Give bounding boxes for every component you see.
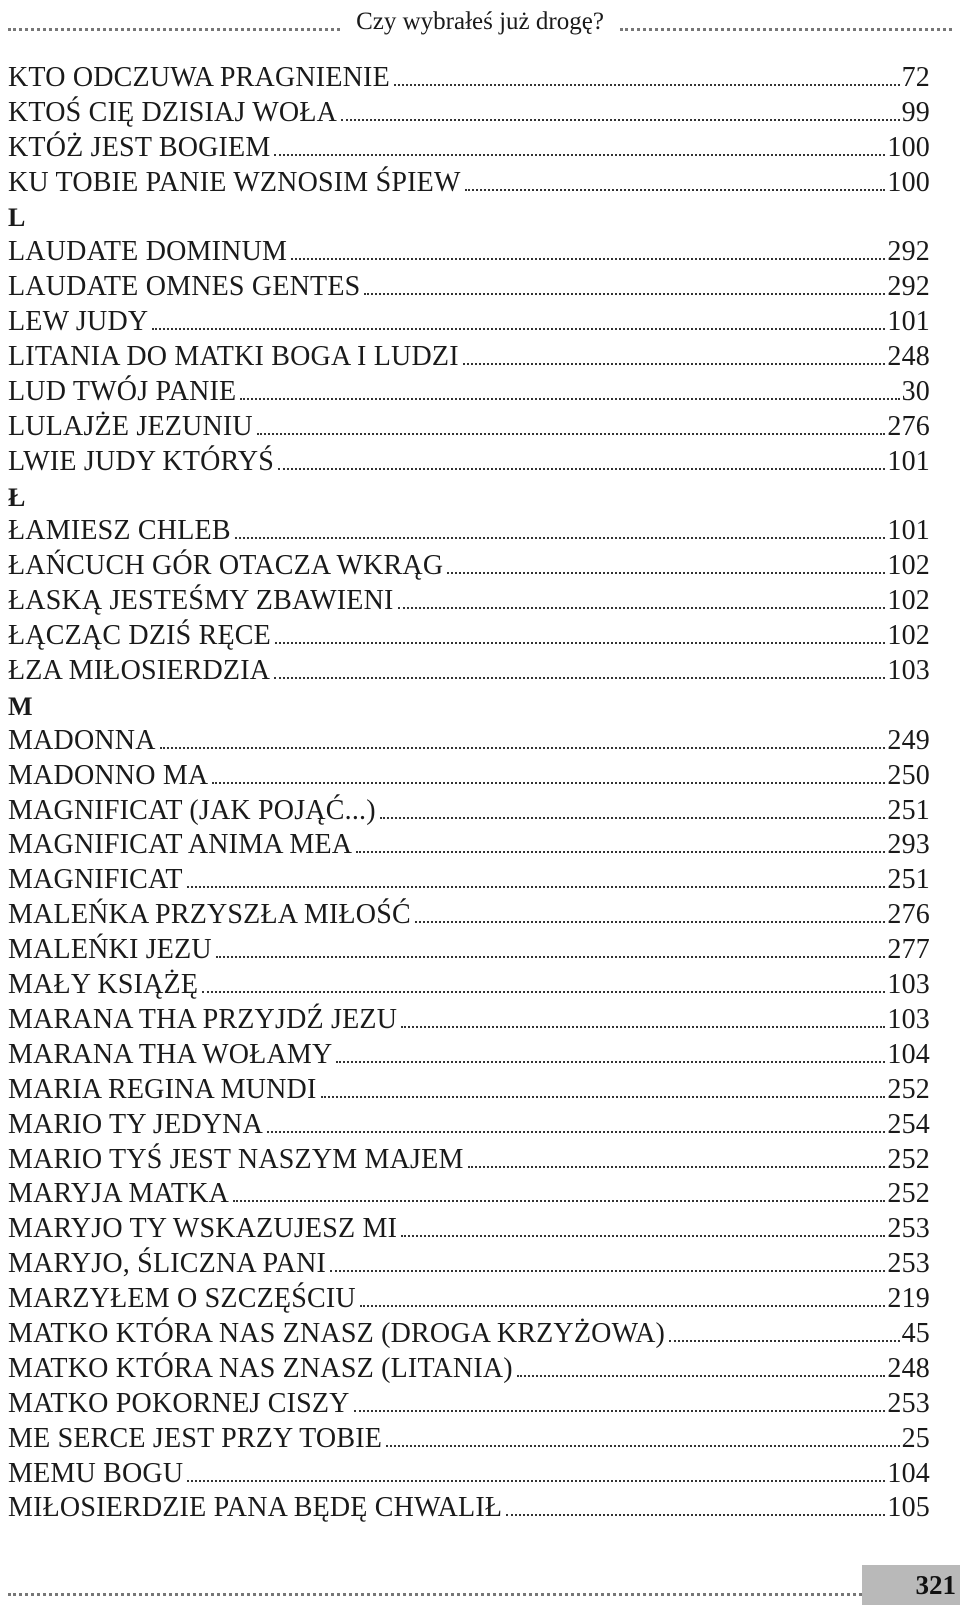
toc-entry — [8, 929, 930, 964]
section-letter-row — [8, 476, 930, 511]
table-of-contents — [8, 57, 930, 1522]
dot-leader — [235, 537, 886, 539]
dot-leader — [669, 1340, 900, 1342]
toc-entry-title: MARYJA MATKA — [8, 1178, 229, 1210]
section-letter-row — [8, 685, 930, 720]
dot-leader — [354, 1410, 886, 1412]
dot-leader — [202, 991, 885, 993]
toc-entry — [8, 1208, 930, 1243]
toc-entry-page: 277 — [887, 934, 930, 966]
toc-entry-title: MARANA THA WOŁAMY — [8, 1038, 333, 1070]
toc-entry-page: 219 — [887, 1283, 930, 1315]
toc-entry — [8, 1104, 930, 1139]
toc-entry — [8, 1034, 930, 1069]
toc-entry-title: MATKO POKORNEJ CISZY — [8, 1387, 350, 1419]
dot-leader — [356, 851, 885, 853]
dot-leader — [401, 1235, 885, 1237]
toc-entry — [8, 1139, 930, 1174]
toc-entry-page: 100 — [887, 131, 930, 163]
toc-entry-page: 101 — [887, 306, 930, 338]
section-letter: M — [8, 691, 33, 721]
toc-entry — [8, 1383, 930, 1418]
toc-entry-title: ME SERCE JEST PRZY TOBIE — [8, 1422, 383, 1454]
running-header — [8, 0, 952, 44]
toc-entry-page: 25 — [901, 1422, 930, 1454]
toc-entry — [8, 650, 930, 685]
toc-entry — [8, 371, 930, 406]
toc-entry-page: 99 — [901, 96, 930, 128]
toc-entry-page: 252 — [887, 1178, 930, 1210]
toc-entry-title: LWIE JUDY KTÓRYŚ — [8, 445, 275, 477]
toc-entry-page: 276 — [887, 410, 930, 442]
toc-entry — [8, 755, 930, 790]
toc-entry-title: MEMU BOGU — [8, 1457, 184, 1489]
toc-entry — [8, 162, 930, 197]
toc-entry-title: MARZYŁEM O SZCZĘŚCIU — [8, 1283, 356, 1315]
toc-entry-title: LITANIA DO MATKI BOGA I LUDZI — [8, 341, 459, 373]
toc-entry — [8, 790, 930, 825]
dot-leader — [360, 1305, 886, 1307]
toc-entry-title: ŁZA MIŁOSIERDZIA — [8, 655, 271, 687]
page-number: 321 — [862, 1565, 960, 1605]
toc-entry-page: 102 — [887, 585, 930, 617]
toc-entry — [8, 859, 930, 894]
toc-entry — [8, 441, 930, 476]
dot-leader — [468, 1166, 886, 1168]
toc-entry-title: LAUDATE DOMINUM — [8, 236, 288, 268]
dot-leader — [330, 1270, 885, 1272]
toc-entry — [8, 1348, 930, 1383]
toc-entry-title: MATKO KTÓRA NAS ZNASZ (LITANIA) — [8, 1352, 513, 1384]
toc-entry-page: 248 — [887, 341, 930, 373]
toc-entry — [8, 999, 930, 1034]
dot-leader — [465, 189, 886, 191]
dot-leader — [274, 154, 885, 156]
toc-entry-page: 103 — [887, 1003, 930, 1035]
section-letter-row — [8, 197, 930, 232]
toc-entry-page: 101 — [887, 515, 930, 547]
dot-leader — [257, 433, 886, 435]
toc-entry-title: MALEŃKI JEZU — [8, 934, 212, 966]
toc-entry-page: 250 — [887, 759, 930, 791]
toc-entry-page: 105 — [887, 1492, 930, 1524]
dot-leader — [394, 84, 900, 86]
toc-entry-page: 101 — [887, 445, 930, 477]
header-dot-leader-left — [8, 28, 340, 31]
toc-entry-page: 72 — [901, 61, 930, 93]
toc-entry-page: 45 — [901, 1317, 930, 1349]
dot-leader — [278, 468, 885, 470]
toc-entry-page: 100 — [887, 166, 930, 198]
toc-entry-page: 253 — [887, 1213, 930, 1245]
toc-entry-title: MARYJO, ŚLICZNA PANI — [8, 1248, 327, 1280]
dot-leader — [274, 677, 885, 679]
dot-leader — [321, 1096, 886, 1098]
toc-entry — [8, 511, 930, 546]
toc-entry-title: ŁAMIESZ CHLEB — [8, 515, 231, 547]
toc-entry-page: 254 — [887, 1108, 930, 1140]
toc-entry-title: MADONNO MA — [8, 759, 209, 791]
dot-leader — [291, 258, 885, 260]
toc-entry-page: 103 — [887, 969, 930, 1001]
toc-entry — [8, 127, 930, 162]
toc-entry-page: 102 — [887, 620, 930, 652]
toc-entry-page: 293 — [887, 829, 930, 861]
toc-entry-page: 104 — [887, 1457, 930, 1489]
toc-entry-title: MARANA THA PRZYJDŹ JEZU — [8, 1003, 398, 1035]
toc-entry — [8, 545, 930, 580]
toc-entry — [8, 1278, 930, 1313]
toc-entry-title: MATKO KTÓRA NAS ZNASZ (DROGA KRZYŻOWA) — [8, 1317, 666, 1349]
dot-leader — [216, 956, 886, 958]
toc-entry-title: MARIO TYŚ JEST NASZYM MAJEM — [8, 1143, 464, 1175]
toc-entry-page: 102 — [887, 550, 930, 582]
toc-entry-page: 252 — [887, 1073, 930, 1105]
toc-entry-page: 292 — [887, 271, 930, 303]
toc-entry-title: KTO ODCZUWA PRAGNIENIE — [8, 61, 390, 93]
toc-entry-title: MALEŃKA PRZYSZŁA MIŁOŚĆ — [8, 899, 411, 931]
toc-entry — [8, 231, 930, 266]
toc-entry — [8, 57, 930, 92]
toc-entry — [8, 580, 930, 615]
toc-entry — [8, 825, 930, 860]
dot-leader — [364, 293, 885, 295]
toc-entry-title: KU TOBIE PANIE WZNOSIM ŚPIEW — [8, 166, 461, 198]
dot-leader — [275, 642, 885, 644]
toc-entry-title: ŁĄCZĄC DZIŚ RĘCE — [8, 620, 271, 652]
toc-entry-title: MAGNIFICAT — [8, 864, 183, 896]
toc-entry-page: 249 — [887, 724, 930, 756]
dot-leader — [398, 607, 886, 609]
toc-entry — [8, 336, 930, 371]
toc-entry-page: 253 — [887, 1387, 930, 1419]
header-dot-leader-right — [620, 28, 952, 31]
toc-entry-title: ŁAŃCUCH GÓR OTACZA WKRĄG — [8, 550, 444, 582]
dot-leader — [341, 119, 900, 121]
section-letter: Ł — [8, 482, 26, 512]
toc-entry — [8, 1313, 930, 1348]
toc-entry-page: 248 — [887, 1352, 930, 1384]
toc-entry — [8, 1418, 930, 1453]
toc-entry — [8, 1488, 930, 1523]
toc-entry — [8, 1243, 930, 1278]
toc-entry — [8, 266, 930, 301]
dot-leader — [336, 1061, 885, 1063]
dot-leader — [386, 1445, 900, 1447]
toc-entry-title: MARYJO TY WSKAZUJESZ MI — [8, 1213, 398, 1245]
toc-entry-title: MARIA REGINA MUNDI — [8, 1073, 317, 1105]
toc-entry — [8, 92, 930, 127]
toc-entry-page: 251 — [887, 864, 930, 896]
toc-entry-page: 104 — [887, 1038, 930, 1070]
toc-entry-title: LEW JUDY — [8, 306, 149, 338]
toc-entry — [8, 1174, 930, 1209]
footer-dot-leader — [8, 1593, 862, 1596]
dot-leader — [380, 817, 886, 819]
toc-entry-page: 292 — [887, 236, 930, 268]
dot-leader — [187, 1480, 885, 1482]
dot-leader — [506, 1514, 885, 1516]
toc-entry-page: 252 — [887, 1143, 930, 1175]
toc-entry — [8, 301, 930, 336]
toc-entry-page: 251 — [887, 794, 930, 826]
toc-entry-title: ŁASKĄ JESTEŚMY ZBAWIENI — [8, 585, 394, 617]
toc-entry — [8, 1453, 930, 1488]
toc-entry-title: LUD TWÓJ PANIE — [8, 375, 237, 407]
toc-entry-page: 276 — [887, 899, 930, 931]
toc-entry — [8, 894, 930, 929]
dot-leader — [415, 921, 886, 923]
toc-entry-title: KTÓŻ JEST BOGIEM — [8, 131, 271, 163]
dot-leader — [401, 1026, 885, 1028]
dot-leader — [212, 782, 885, 784]
dot-leader — [463, 363, 886, 365]
toc-entry — [8, 406, 930, 441]
dot-leader — [517, 1375, 886, 1377]
dot-leader — [447, 572, 885, 574]
toc-entry-title: MIŁOSIERDZIE PANA BĘDĘ CHWALIŁ — [8, 1492, 503, 1524]
toc-entry-page: 30 — [901, 375, 930, 407]
dot-leader — [240, 398, 899, 400]
toc-entry-title: LULAJŻE JEZUNIU — [8, 410, 253, 442]
dot-leader — [152, 328, 885, 330]
dot-leader — [187, 886, 886, 888]
toc-entry-title: KTOŚ CIĘ DZISIAJ WOŁA — [8, 96, 338, 128]
dot-leader — [233, 1200, 885, 1202]
toc-entry-page: 253 — [887, 1248, 930, 1280]
toc-entry — [8, 1069, 930, 1104]
dot-leader — [267, 1131, 885, 1133]
toc-entry — [8, 720, 930, 755]
toc-entry-page: 103 — [887, 655, 930, 687]
toc-entry-title: MADONNA — [8, 724, 156, 756]
dot-leader — [160, 747, 886, 749]
toc-entry-title: MAGNIFICAT (JAK POJĄĆ...) — [8, 794, 376, 826]
toc-entry-title: LAUDATE OMNES GENTES — [8, 271, 361, 303]
toc-entry — [8, 615, 930, 650]
page-footer — [8, 1563, 960, 1607]
header-title: Czy wybrałeś już drogę? — [356, 8, 604, 35]
toc-entry-title: MARIO TY JEDYNA — [8, 1108, 263, 1140]
toc-entry-title: MAŁY KSIĄŻĘ — [8, 969, 199, 1001]
toc-entry — [8, 964, 930, 999]
section-letter: L — [8, 203, 26, 233]
toc-entry-title: MAGNIFICAT ANIMA MEA — [8, 829, 353, 861]
